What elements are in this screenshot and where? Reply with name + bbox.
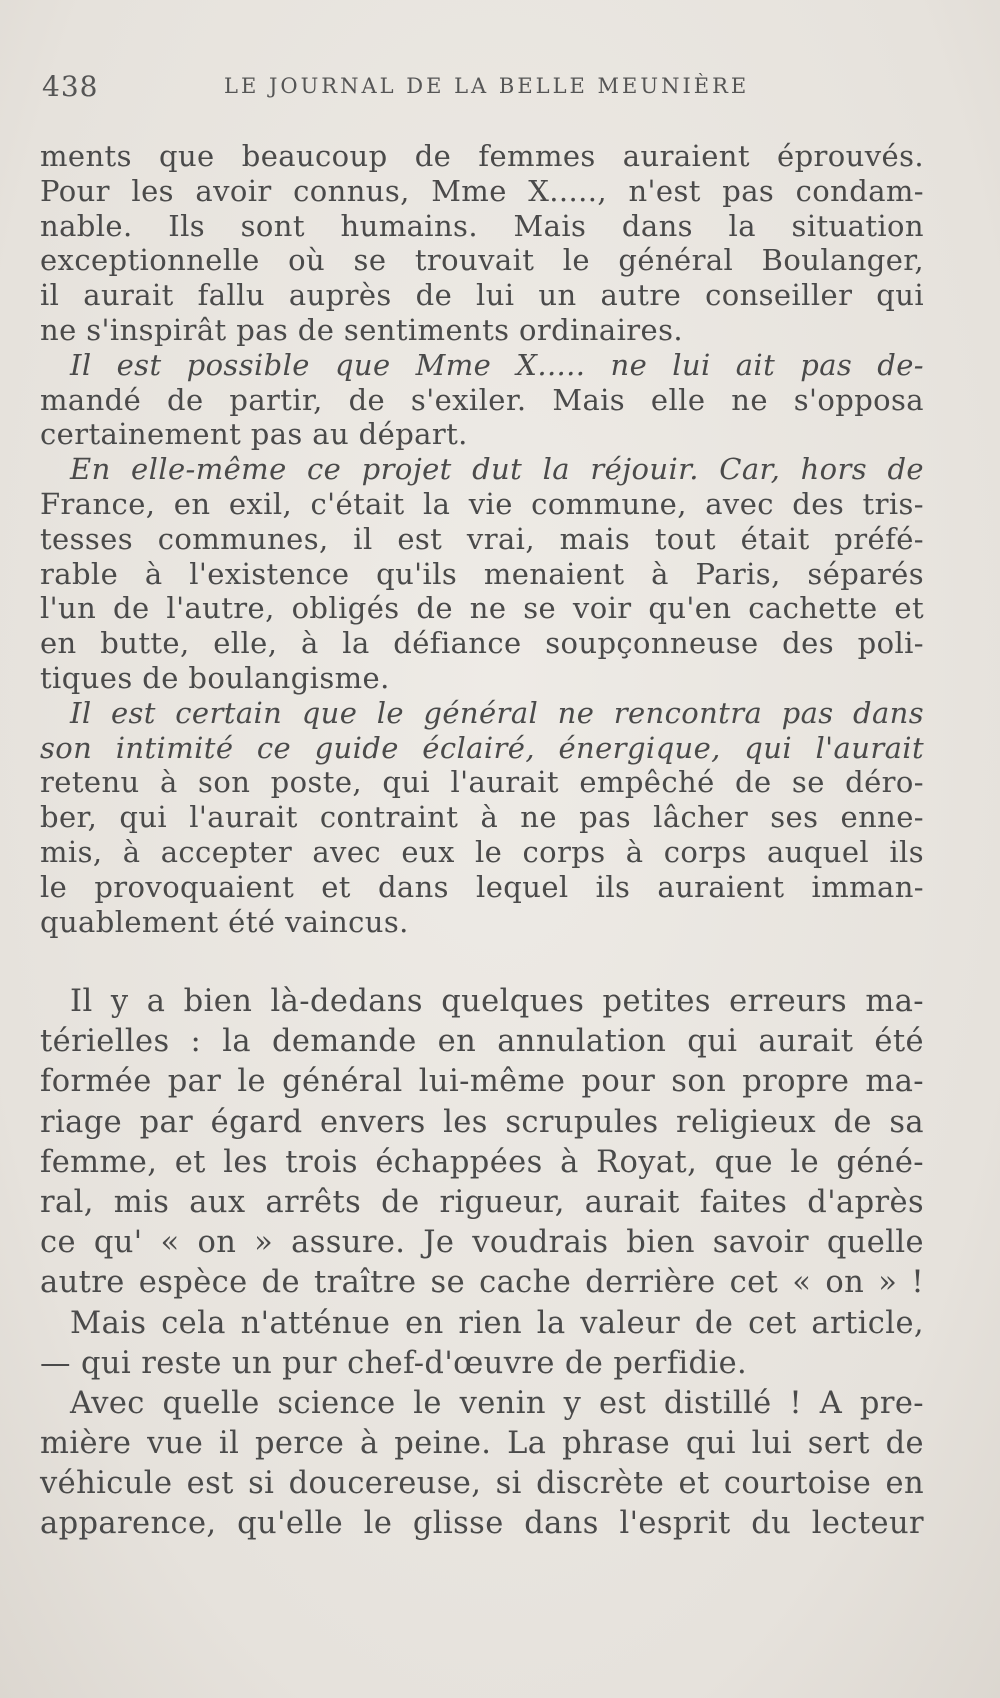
text-line: ne s'inspirât pas de sentiments ordinaires.: [40, 312, 683, 347]
text-line: quablement été vaincus.: [40, 904, 409, 939]
text-line: Avec quelle science le venin y est distillé ! A pre-: [70, 1385, 924, 1421]
text-line: Il est certain que le général ne rencontra pas dans: [70, 695, 924, 730]
text-line: Mais cela n'atténue en rien la valeur de cet article,: [70, 1305, 924, 1341]
text-line: mière vue il perce à peine. La phrase qui lui sert de: [40, 1426, 924, 1462]
text-line: autre espèce de traître se cache derrière cet « on » !: [40, 1265, 924, 1301]
text-line: En elle-même ce projet dut la réjouir. Car, hors de: [70, 452, 924, 487]
text-line: tiques de boulangisme.: [40, 660, 390, 695]
text-line: tesses communes, il est vrai, mais tout était préfé-: [40, 521, 924, 556]
page-number: 438: [42, 70, 99, 103]
quoted-passage: [40, 139, 924, 939]
text-line: en butte, elle, à la défiance soupçonneuse des poli-: [40, 626, 924, 661]
text-line: ments que beaucoup de femmes auraient éprouvés.: [40, 139, 924, 173]
text-line: certainement pas au départ.: [40, 417, 468, 452]
page-header: [42, 70, 930, 110]
text-line: riage par égard envers les scrupules religieux de sa: [40, 1104, 924, 1140]
text-line: — qui reste un pur chef-d'œuvre de perfidie.: [40, 1345, 748, 1381]
text-line: ce qu' « on » assure. Je voudrais bien savoir quelle: [40, 1225, 924, 1261]
text-line: exceptionnelle où se trouvait le général Boulanger,: [40, 243, 924, 278]
text-line: Pour les avoir connus, Mme X....., n'est pas condam-: [40, 173, 924, 208]
text-line: France, en exil, c'était la vie commune, avec des tris-: [40, 486, 924, 521]
text-line: son intimité ce guide éclairé, énergique, qui l'aurait: [40, 730, 924, 765]
text-line: apparence, qu'elle le glisse dans l'esprit du lecteur: [40, 1506, 924, 1542]
text-line: ber, qui l'aurait contraint à ne pas lâcher ses enne-: [40, 800, 924, 835]
text-line: Il est possible que Mme X..... ne lui ait pas de-: [70, 347, 924, 382]
text-line: formée par le général lui-même pour son propre ma-: [40, 1064, 924, 1100]
text-line: mis, à accepter avec eux le corps à corps auquel ils: [40, 834, 924, 869]
text-line: Il y a bien là-dedans quelques petites erreurs ma-: [70, 984, 924, 1019]
text-line: ral, mis aux arrêts de rigueur, aurait faites d'après: [40, 1184, 924, 1220]
text-line: femme, et les trois échappées à Royat, que le géné-: [40, 1144, 924, 1180]
running-head: LE JOURNAL DE LA BELLE MEUNIÈRE: [224, 74, 750, 98]
text-line: térielles : la demande en annulation qui aurait été: [40, 1024, 924, 1060]
text-line: l'un de l'autre, obligés de ne se voir qu'en cachette et: [40, 591, 924, 626]
text-line: mandé de partir, de s'exiler. Mais elle ne s'opposa: [40, 382, 924, 417]
text-line: le provoquaient et dans lequel ils auraient imman-: [40, 869, 924, 904]
text-line: retenu à son poste, qui l'aurait empêché de se déro-: [40, 765, 924, 800]
body-passage: [40, 982, 924, 1545]
text-line: véhicule est si doucereuse, si discrète et courtoise en: [40, 1466, 924, 1502]
text-line: rable à l'existence qu'ils menaient à Paris, séparés: [40, 556, 924, 591]
text-line: nable. Ils sont humains. Mais dans la situation: [40, 208, 924, 243]
text-line: il aurait fallu auprès de lui un autre conseiller qui: [40, 278, 924, 313]
